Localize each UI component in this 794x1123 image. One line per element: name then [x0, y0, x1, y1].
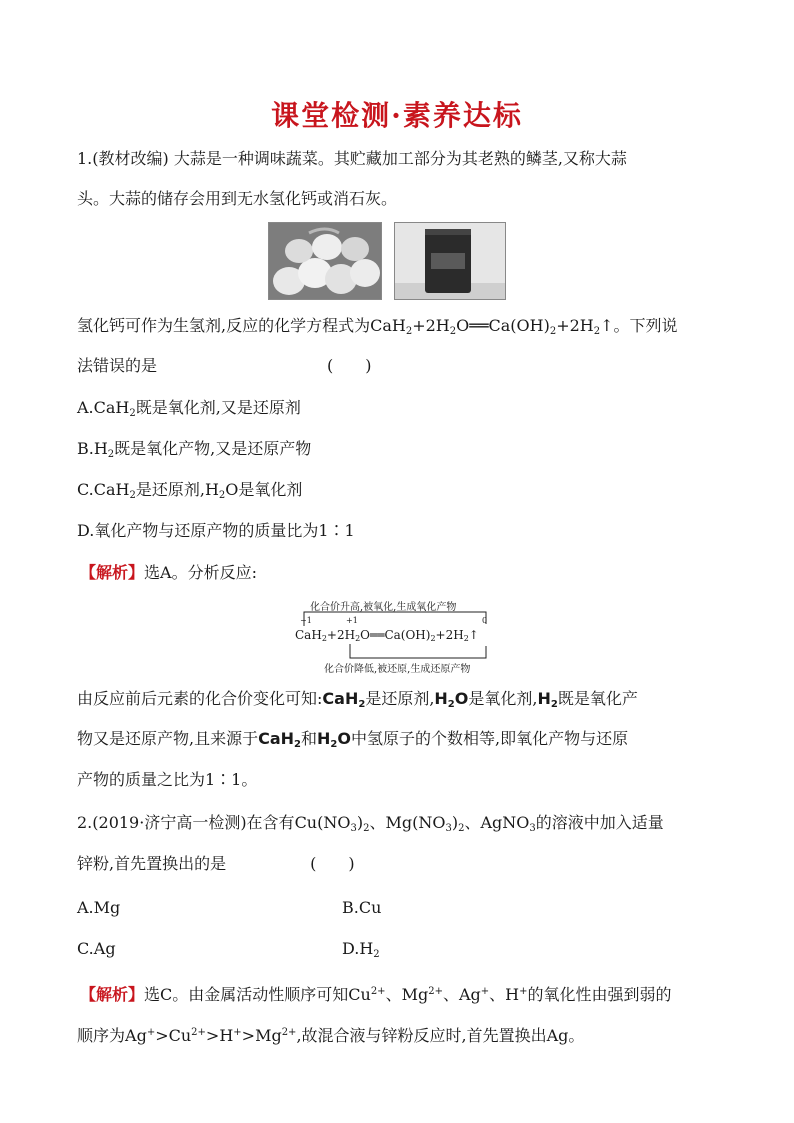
formula-cah2: CaH$_2$: [322, 689, 366, 710]
q2-solution-formulas: $Cu(NO_3)_2$、$Mg(NO_3)_2$、AgNO$_3$: [294, 813, 536, 834]
q1-option-b: $B.H_2$既是氧化产物,又是还原产物: [77, 439, 312, 460]
formula-h2o-2: $H_2O$: [317, 729, 351, 750]
q1-analysis-line: [80, 563, 257, 583]
q2-ion-order: $Ag^+>Cu^{2+}>H^+>Mg^{2+}$: [125, 1026, 297, 1045]
expl-text-a: 由反应前后元素的化合价变化可知:: [77, 689, 323, 708]
q2-stem-text-a: 2.(2019·济宁高一检测)在含有: [77, 813, 295, 832]
q2-option-d-prefix: D.: [342, 939, 360, 958]
q1-stem-line4: [77, 356, 372, 376]
page-title: 课堂检测·素养达标: [271, 99, 523, 132]
q1-equation: $CaH_2+2H_2O══Ca(OH)_2+2H_2↑$: [370, 316, 614, 337]
q2-analysis-text-a: 选C。由金属活动性顺序可知: [144, 985, 349, 1004]
q1-stem-continuation: 法错误的是: [77, 356, 158, 375]
formula-h2o: $H_2O$: [434, 689, 469, 710]
q2-answer-paren: ( ): [310, 854, 355, 873]
redox-diagram: [290, 596, 512, 675]
q2-analysis-line1: [80, 982, 672, 1005]
q1-analysis-text: 选A。分析反应:: [144, 563, 257, 582]
formula-cah2-2: CaH$_2$: [258, 729, 301, 750]
q2-option-a: A.Mg: [77, 898, 121, 917]
q2-stem-line1: [77, 813, 664, 839]
diagram-bottom-label: 化合价降低,被还原,生成还原产物: [324, 664, 471, 675]
q1-explanation-line1: [77, 689, 638, 715]
q2-analysis-text-d: ,故混合液与锌粉反应时,首先置换出Ag。: [296, 1026, 585, 1045]
expl-text-b: 是还原剂,: [365, 689, 435, 708]
q1-answer-paren: ( ): [327, 356, 372, 375]
q2-analysis-text-c: 顺序为: [77, 1026, 126, 1045]
garlic-photo: [268, 222, 382, 300]
q2-option-c: C.Ag: [77, 939, 116, 958]
q1-option-b-text: 既是氧化产物,又是还原产物: [114, 439, 312, 458]
q1-stem-line2: 头。大蒜的储存会用到无水氢化钙或消石灰。: [77, 189, 398, 208]
oxidation-state-zero: 0: [482, 616, 488, 625]
q1-equation-line: [77, 316, 678, 342]
container-photo: [394, 222, 506, 300]
q1-explanation-line2: [77, 729, 628, 755]
q2-analysis-line2: [77, 1023, 584, 1046]
q2-ion-list: $Cu^{2+}$、$Mg^{2+}$、Ag+、H+: [348, 985, 528, 1004]
expl-text-e: 物又是还原产物,且来源于: [77, 729, 259, 748]
q1-stem-line1: 1.(教材改编) 大蒜是一种调味蔬菜。其贮藏加工部分为其老熟的鳞茎,又称大蒜: [77, 149, 627, 168]
diagram-equation: $CaH_2+2H_2O══Ca(OH)_2+2H_2↑$: [295, 628, 479, 643]
q1-option-c: C.CaH$_2$是还原剂$,H_2O$是氧化剂: [77, 480, 303, 501]
q1-option-a: A.CaH$_2$既是氧化剂,又是还原剂: [77, 398, 301, 419]
q1-stem-end: 。下列说: [613, 316, 678, 335]
q1-option-c-text: 是还原剂,: [135, 480, 205, 499]
q1-stem-text: 氢化钙可作为生氢剂,反应的化学方程式为: [77, 316, 371, 335]
q1-option-d: D.氧化产物与还原产物的质量比为1∶1: [77, 521, 355, 540]
q2-option-b: B.Cu: [342, 898, 382, 917]
diagram-top-label: 化合价升高,被氧化,生成氧化产物: [310, 602, 457, 613]
q1-explanation-line3: 产物的质量之比为1∶1。: [77, 770, 258, 789]
expl-text-d: 既是氧化产: [557, 689, 638, 708]
q2-option-d: $D.H_2$: [342, 939, 380, 960]
q2-stem-text-c: 锌粉,首先置换出的是: [77, 854, 227, 873]
q1-option-c-tail: 是氧化剂: [238, 480, 303, 499]
q2-stem-line2: [77, 854, 355, 874]
expl-text-f: 和: [301, 729, 318, 748]
q2-analysis-label: 【解析】: [80, 985, 145, 1004]
q2-stem-text-b: 的溶液中加入适量: [535, 813, 664, 832]
q2-analysis-text-b: 的氧化性由强到弱的: [527, 985, 672, 1004]
expl-text-g: 中氢原子的个数相等,即氧化产物与还原: [350, 729, 629, 748]
expl-text-c: 是氧化剂,: [468, 689, 538, 708]
q1-analysis-label: 【解析】: [80, 563, 145, 582]
q1-option-a-text: 既是氧化剂,又是还原剂: [135, 398, 301, 417]
oxidation-state-h-minus: −1: [300, 616, 312, 625]
oxidation-state-h-plus: +1: [346, 616, 358, 625]
formula-h2: $H_2$: [537, 689, 558, 710]
